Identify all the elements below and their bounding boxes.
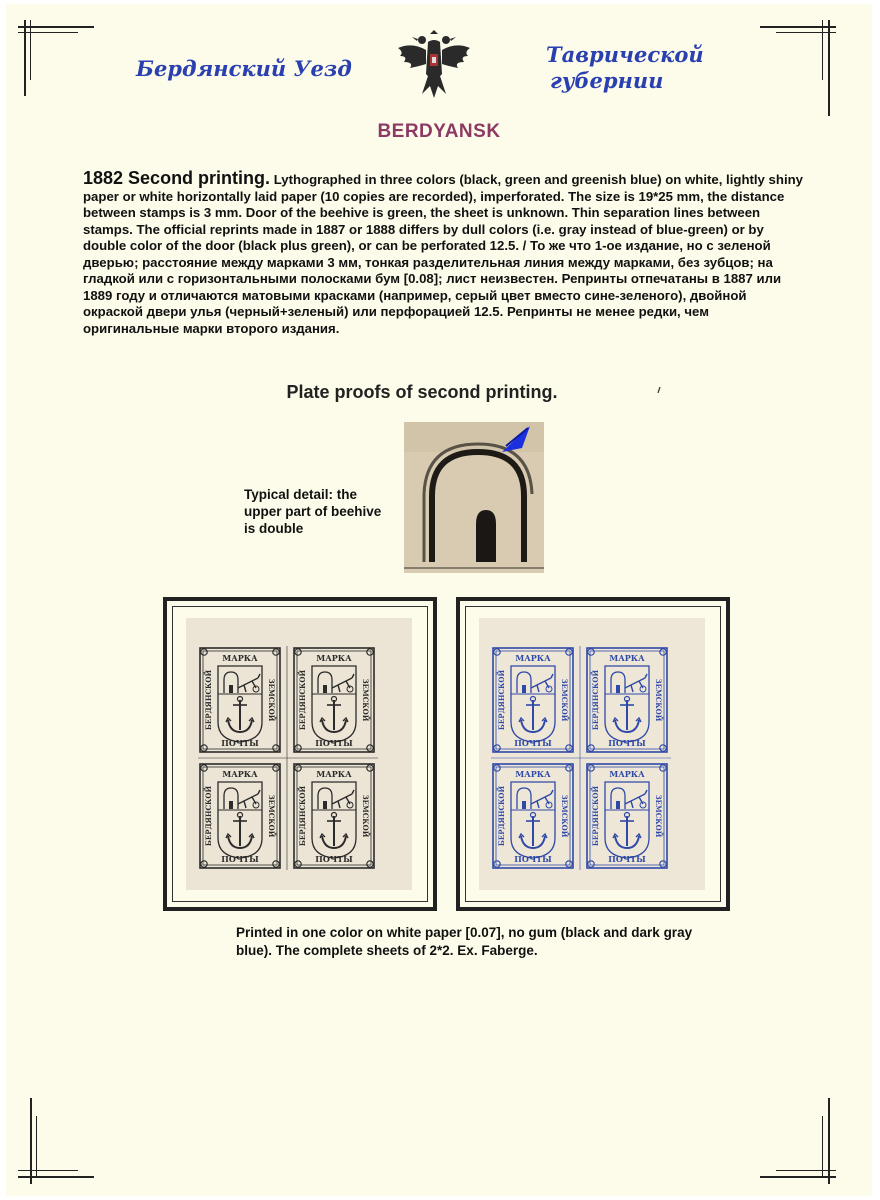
province-title-line2: губернии	[550, 68, 664, 93]
double-headed-eagle-emblem	[394, 24, 474, 104]
stamp-top-text: МАРКА	[515, 769, 551, 779]
detail-label: Typical detail: the upper part of beehive is double	[244, 487, 382, 536]
stamp-sheet-black	[186, 618, 412, 890]
stamp-bottom-text: ПОЧТЫ	[315, 854, 353, 864]
stamp-top-text: МАРКА	[222, 769, 258, 779]
stamp-top-text: МАРКА	[515, 653, 551, 663]
stamp-bottom-text: ПОЧТЫ	[514, 854, 552, 864]
sheet-frame-black	[163, 597, 437, 911]
stamp-left-text: БЕРДЯНСКОЙ	[497, 785, 506, 847]
beehive-detail-image	[404, 422, 544, 573]
stamp-bottom-text: ПОЧТЫ	[608, 738, 646, 748]
stamp-left-text: БЕРДЯНСКОЙ	[204, 669, 213, 731]
stamp-right-text: ЗЕМСКОЙ	[267, 678, 276, 722]
corner-bracket-top-right	[758, 18, 838, 118]
sheet-paper	[186, 618, 412, 890]
district-title: Бердянский Уезд	[136, 56, 352, 81]
province-title-line1: Таврической	[546, 42, 704, 67]
stamp-right-text: ЗЕМСКОЙ	[267, 794, 276, 838]
corner-bracket-bottom-left	[16, 1096, 96, 1186]
province-title	[546, 42, 704, 94]
stamp-top-text: МАРКА	[316, 769, 352, 779]
stamp-bottom-text: ПОЧТЫ	[221, 738, 259, 748]
stamp-right-text: ЗЕМСКОЙ	[654, 794, 663, 838]
stamp-right-text: ЗЕМСКОЙ	[361, 678, 370, 722]
stamp-top-text: МАРКА	[609, 653, 645, 663]
sheet-paper	[479, 618, 705, 890]
stamp-top-text: МАРКА	[316, 653, 352, 663]
stamp-right-text: ЗЕМСКОЙ	[654, 678, 663, 722]
caption: Printed in one color on white paper [0.07], no gum (black and dark gray blue). The complete sheets of 2*2. Ex. Faberge.	[236, 925, 693, 958]
stamp-left-text: БЕРДЯНСКОЙ	[591, 785, 600, 847]
stamp-bottom-text: ПОЧТЫ	[514, 738, 552, 748]
album-page	[6, 4, 872, 1196]
stamp-bottom-text: ПОЧТЫ	[608, 854, 646, 864]
stamp-top-text: МАРКА	[609, 769, 645, 779]
stamp-right-text: ЗЕМСКОЙ	[560, 678, 569, 722]
stamp-left-text: БЕРДЯНСКОЙ	[204, 785, 213, 847]
stamp-left-text: БЕРДЯНСКОЙ	[497, 669, 506, 731]
stamp-top-text: МАРКА	[222, 653, 258, 663]
stamp-left-text: БЕРДЯНСКОЙ	[298, 785, 307, 847]
page-subtitle: BERDYANSK	[377, 121, 501, 142]
stamp-sheet-blue	[479, 618, 705, 890]
stamp-right-text: ЗЕМСКОЙ	[560, 794, 569, 838]
section-title: Plate proofs of second printing.	[286, 382, 558, 402]
corner-bracket-top-left	[16, 18, 96, 98]
description-paragraph	[83, 170, 807, 337]
stamp-right-text: ЗЕМСКОЙ	[361, 794, 370, 838]
stray-mark	[657, 380, 661, 386]
sheet-frame-blue	[456, 597, 730, 911]
corner-bracket-bottom-right	[758, 1096, 838, 1186]
stamp-bottom-text: ПОЧТЫ	[221, 854, 259, 864]
stamp-left-text: БЕРДЯНСКОЙ	[298, 669, 307, 731]
stamp-left-text: БЕРДЯНСКОЙ	[591, 669, 600, 731]
description-lead: 1882 Second printing.	[83, 168, 271, 188]
stamp-bottom-text: ПОЧТЫ	[315, 738, 353, 748]
description-text: Lythographed in three colors (black, green and greenish blue) on white, lightly shiny paper or white horizontally laid paper (10 copies are recorded), imperforated. The size is 19*25 mm, the distance between stamps is 3 mm. Door of the beehive is green, the sheet is unknown. Thin separation lines between stamps. The official reprints made in 1887 or 1888 differs by dull colors (i.e. gray instead of blue-green) or by double color of the door (black plus green), or can be perforated 12.5. / То же что 1-ое издание, но с зеленой дверью; расстояние между марками 3 мм, тонкая разделительная линия между марками, без зубцов; на гладкой или с горизонтальными полосками бум [0.08]; лист неизвестен. Репринты отпечатаны в 1887 или 1889 году и отличаются матовыми красками (например, серый цвет вместо сине-зеленого), двойной окраской двери улья (черный+зеленый) или перфорацией 12.5. Репринты не менее редки, чем оригинальные марки второго издания.	[83, 172, 803, 336]
